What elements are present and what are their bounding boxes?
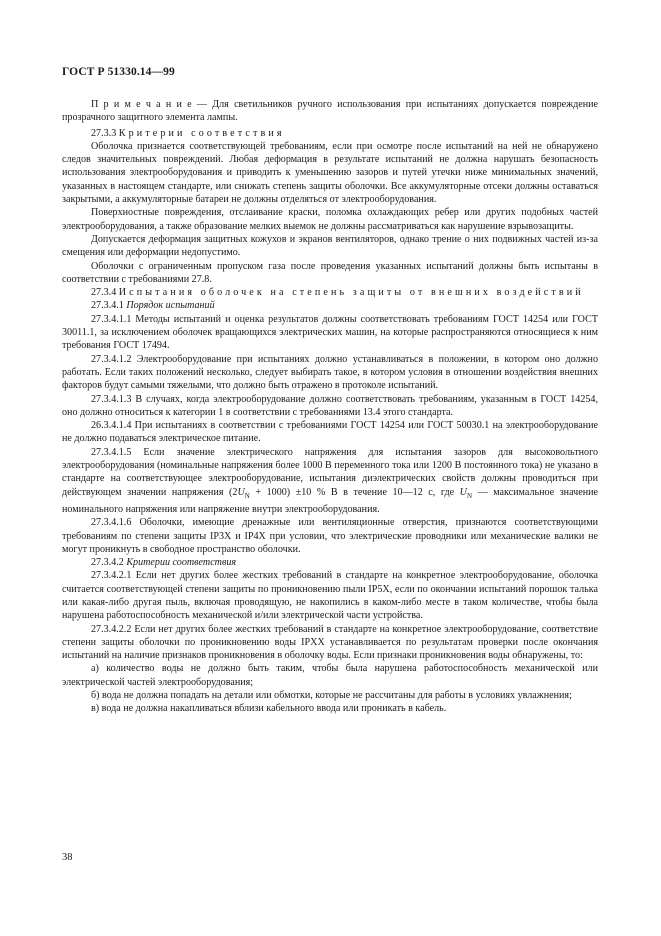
paragraph: 27.3.4.2.1 Если нет других более жестких требований в стандарте на конкретное электрооборудование, оболочка считается соответствующей степени защиты по проникновению пыли IP5X, если по окончании испытаний порошок талька или какая-либо другая пыль, включая проводящую, не накопились в каком-либо месте в таком количестве, чтобы была нарушена работоспособность механической и/или электрической части устройства. bbox=[62, 570, 598, 622]
page-number: 38 bbox=[62, 852, 73, 863]
text-part: 27.3.4.1.5 Если значение электрического напряжения для испытания зазоров для высоковольтного электрооборудования (номинальные напряжения более 1000 В переменного тока или 1200 В постоянного тока) не указано в стандарте на соответствующее электрооборудование, испытания диэлектрических свойств должны проводиться при действующем значении напряжения (2 bbox=[62, 446, 598, 498]
paragraph: 27.3.4.1.2 Электрооборудование при испытаниях должно устанавливаться в положении, в котором оно должно работать. Если таких положений несколько, следует выбирать такое, в котором условия в отношении воздействия внешних факторов будут самыми тяжелыми, что должно быть отражено в протоколе испытаний. bbox=[62, 353, 598, 392]
document-body bbox=[62, 98, 598, 716]
note-label: П р и м е ч а н и е bbox=[91, 99, 192, 110]
note-text: — Для светильников ручного использования при испытаниях допускается повреждение прозрачного защитного элемента лампы. bbox=[62, 99, 598, 124]
section-heading-27-3-4 bbox=[62, 286, 598, 299]
list-item: б) вода не должна попадать на детали или обмотки, которые не рассчитаны для работы в условиях увлажнения; bbox=[91, 690, 572, 702]
section-title: Порядок испытаний bbox=[126, 300, 215, 312]
section-title: Испытания оболочек на степень защиты от внешних воздействий bbox=[118, 287, 584, 299]
paragraph: 26.3.4.1.4 При испытаниях в соответствии с требованиями ГОСТ 14254 или ГОСТ 50030.1 на электрооборудование не должно подаваться электрическое питание. bbox=[62, 420, 598, 445]
section-heading-27-3-3 bbox=[62, 127, 598, 140]
note-paragraph bbox=[62, 98, 598, 125]
section-number: 27.3.3 bbox=[91, 127, 119, 139]
paragraph: 27.3.4.2.2 Если нет других более жестких требований в стандарте на конкретное электрооборудование, соответствие степени защиты оболочки по проникновению воды IPXX устанавливается по результатам проверки после окончания испытаний на наличие признаков проникновения в оболочку воды. Если признаки проникновения воды обнаружены, то: bbox=[62, 623, 598, 662]
paragraph: 27.3.4.1.3 В случаях, когда электрооборудование должно соответствовать требованиям, указанным в ГОСТ 14254, оно должно относиться к категории 1 в соответствии с требованиями 13.4 этого стандарта. bbox=[62, 393, 598, 418]
document-header: ГОСТ Р 51330.14—99 bbox=[62, 66, 175, 78]
voltage-symbol: U bbox=[459, 486, 467, 498]
text-part: — максимальное значение номинального напряжения или напряжение внутри электрооборудования. bbox=[62, 486, 598, 515]
list-item: а) количество воды не должно быть таким, чтобы была нарушена работоспособность механической или электрической частей электрооборудования; bbox=[62, 663, 598, 688]
section-title: Критерии соответствия bbox=[126, 557, 237, 569]
paragraph: 27.3.4.1.1 Методы испытаний и оценка результатов должны соответствовать требованиям ГОСТ 14254 или ГОСТ 30011.1, за исключением оболочек вращающихся электрических машин, на которые распространяются относящиеся к ним требования ГОСТ 17494. bbox=[62, 313, 598, 352]
paragraph: Оболочки с ограниченным пропуском газа после проведения указанных испытаний должны быть испытаны в соответствии с требованиями 27.8. bbox=[62, 260, 598, 285]
voltage-subscript: N bbox=[466, 491, 473, 500]
paragraph-voltage bbox=[62, 446, 598, 517]
paragraph: Поверхностные повреждения, отслаивание краски, поломка охлаждающих ребер или других подобных частей электрооборудования, а также образование мелких выемок не должны рассматриваться как нарушение взрывозащиты. bbox=[62, 207, 598, 232]
section-number: 27.3.4.1 bbox=[91, 300, 127, 312]
paragraph: 27.3.4.1.6 Оболочки, имеющие дренажные или вентиляционные отверстия, признаются соответствующими требованиям по степени защиты IP3X и IP4X при условии, что электрические проводники или механические валики не могут проникнуть в свободное пространство оболочки. bbox=[62, 517, 598, 555]
section-number: 27.3.4 bbox=[91, 287, 119, 299]
list-item: в) вода не должна накапливаться вблизи кабельного ввода или проникать в кабель. bbox=[91, 703, 447, 715]
voltage-subscript: N bbox=[244, 491, 250, 500]
paragraph: Допускается деформация защитных кожухов и экранов вентиляторов, однако трение о них подвижных частей из-за смещения или деформации недопустимо. bbox=[62, 233, 598, 259]
subsection-heading-27-3-4-1 bbox=[62, 299, 598, 312]
voltage-symbol: U bbox=[237, 486, 245, 498]
subsection-heading-27-3-4-2 bbox=[62, 556, 598, 569]
paragraph: Оболочка признается соответствующей требованиям, если при осмотре после испытаний на ней не обнаружено следов значительных повреждений. Любая деформация в результате испытаний не должна нарушать безопасность использования электрооборудования и приводить к уменьшению зазоров и путей утечки ниже минимальных значений, указанных в настоящем стандарте, или снижать степень защиты оболочки. Все аккумуляторные отсеки должны оставаться закрытыми, а аккумуляторные батареи не должны отделяться от электрооборудования. bbox=[62, 140, 598, 206]
text-part: + 1000) ±10 % В в течение 10—12 с, где bbox=[249, 486, 460, 498]
section-number: 27.3.4.2 bbox=[91, 557, 127, 569]
section-title: Критерии соответствия bbox=[118, 127, 285, 139]
